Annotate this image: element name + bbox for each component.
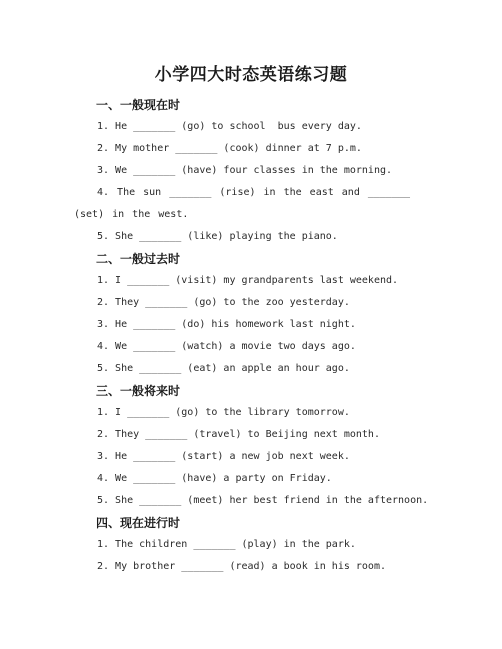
exercise-item: 4. We _______ (watch) a movie two days ago. <box>97 341 356 352</box>
exercise-item-text: 4. The sun _______ (rise) in the east and _______ (set) in the west. <box>74 187 411 220</box>
exercise-item: 5. She _______ (like) playing the piano. <box>97 231 338 242</box>
document-title: 小学四大时态英语练习题 <box>154 65 348 85</box>
exercise-item: 3. We _______ (have) four classes in the morning. <box>97 165 393 176</box>
section-heading-present-continuous: 四、现在进行时 <box>96 516 181 530</box>
exercise-item: 1. I _______ (visit) my grandparents last weekend. <box>97 275 399 286</box>
exercise-item-wrapped <box>74 182 444 226</box>
exercise-item: 1. He _______ (go) to school bus every day. <box>97 121 362 132</box>
exercise-item: 4. We _______ (have) a party on Friday. <box>97 473 332 484</box>
exercise-item: 1. I _______ (go) to the library tomorrow. <box>97 407 350 418</box>
exercise-item: 5. She _______ (eat) an apple an hour ago. <box>97 363 350 374</box>
exercise-item: 3. He _______ (start) a new job next week. <box>97 451 350 462</box>
exercise-item: 2. My brother _______ (read) a book in his room. <box>97 561 386 572</box>
exercise-item: 2. They _______ (travel) to Beijing next month. <box>97 429 380 440</box>
section-heading-future-simple: 三、一般将来时 <box>96 384 181 398</box>
exercise-item: 1. The children _______ (play) in the park. <box>97 539 356 550</box>
exercise-item: 2. My mother _______ (cook) dinner at 7 p.m. <box>97 143 362 154</box>
exercise-content <box>74 94 444 578</box>
section-heading-past-simple: 二、一般过去时 <box>96 252 181 266</box>
exercise-item: 2. They _______ (go) to the zoo yesterday. <box>97 297 350 308</box>
section-heading-present-simple: 一、一般现在时 <box>96 98 181 112</box>
exercise-item: 3. He _______ (do) his homework last night. <box>97 319 356 330</box>
exercise-item: 5. She _______ (meet) her best friend in the afternoon. <box>97 495 429 506</box>
